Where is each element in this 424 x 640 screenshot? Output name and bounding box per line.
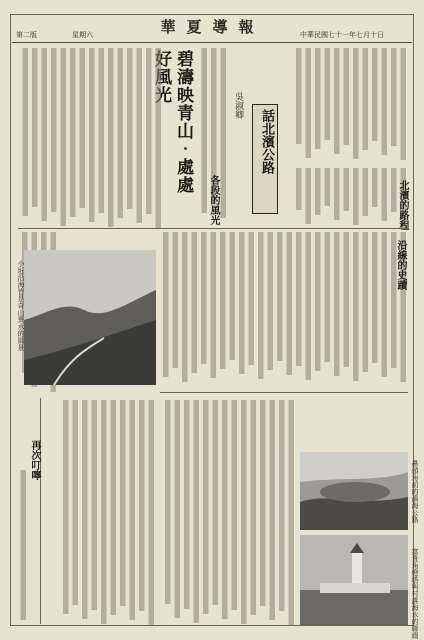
sidebar-divider xyxy=(40,398,41,624)
body-text-block xyxy=(160,400,296,625)
upper-divider xyxy=(18,228,408,229)
section-head-history: 沿線的史蹟 xyxy=(395,240,406,290)
bitou-photo-caption: 鼻頭角前的濱海公路 xyxy=(411,460,419,523)
bitou-road-photo xyxy=(300,452,408,530)
article-subtitle: 話北濱公路 xyxy=(259,109,274,174)
section-head-route: 北濱的路程 xyxy=(397,180,408,230)
band-divider xyxy=(160,392,408,393)
body-text-block xyxy=(58,400,156,625)
article-author: 吳淑卿 xyxy=(233,92,243,119)
lighthouse-photo-caption: 富貴角燈塔與村落海水的聯綴 xyxy=(411,548,419,639)
page-number: 第二版 xyxy=(16,31,37,39)
header-rule xyxy=(12,42,412,43)
masthead: 華夏導報 xyxy=(160,18,265,36)
article-subtitle-box xyxy=(252,104,278,214)
coastal-road-photo xyxy=(24,250,156,385)
coastal-photo-caption: 小坵沿海皆是奇山異水的風景 xyxy=(17,260,25,351)
lighthouse-photo xyxy=(300,535,408,625)
issue-date: 中華民國七十一年七月十日 xyxy=(300,31,384,39)
sidebar-title: 再次叮嚀 xyxy=(29,440,40,480)
article-title: 碧濤映青山‧處處 xyxy=(173,50,193,194)
body-text-block xyxy=(160,232,408,382)
body-text-block xyxy=(18,48,163,228)
body-text-block xyxy=(290,48,408,160)
issue-weekday: 星期六 xyxy=(72,31,93,39)
body-text-block xyxy=(12,470,28,620)
body-text-block xyxy=(290,168,408,226)
section-head-scenery: 各段的風光 xyxy=(208,175,219,225)
